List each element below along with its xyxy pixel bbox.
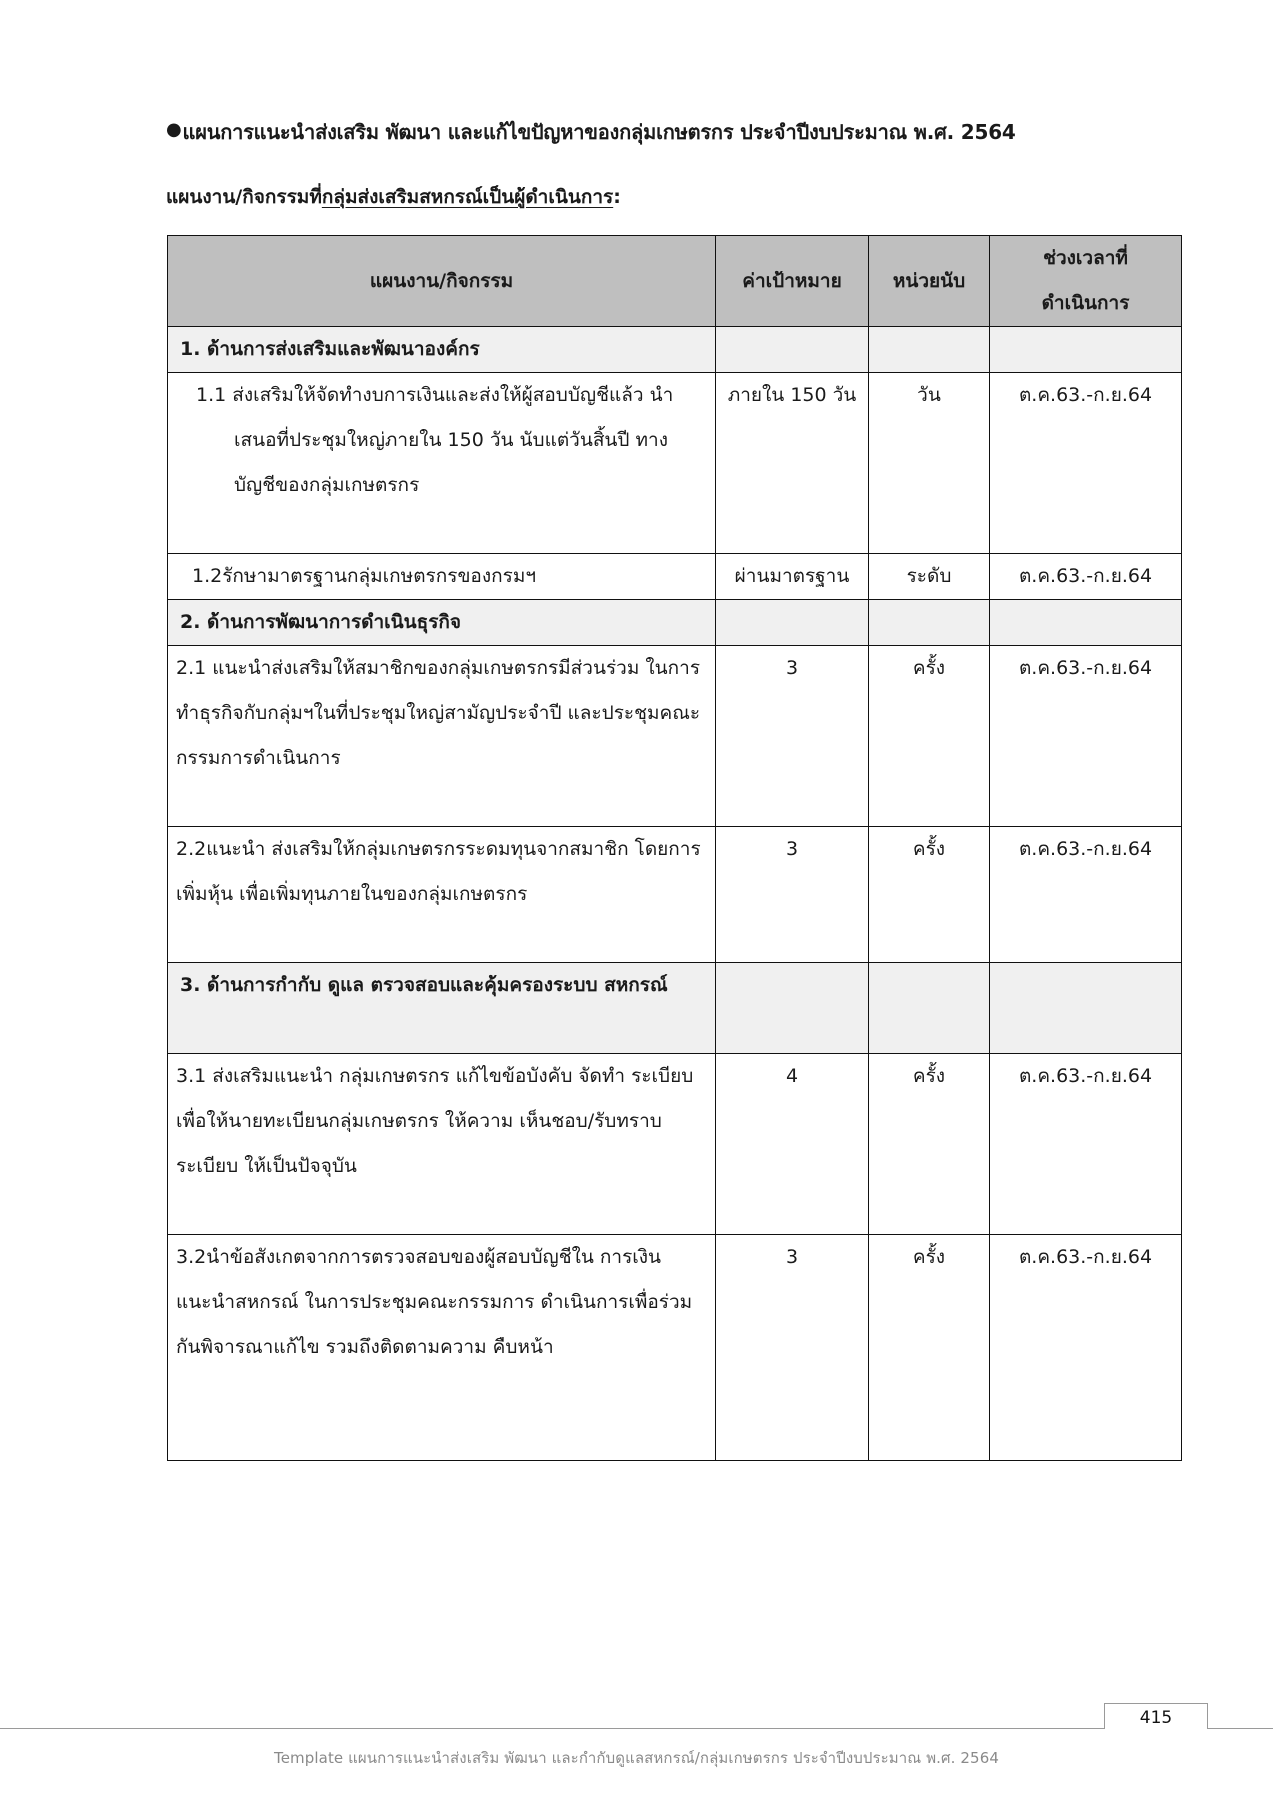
section-row — [168, 327, 1182, 373]
target-cell: 3 — [716, 1235, 869, 1461]
table-header-row — [168, 236, 1182, 327]
unit-cell: ครั้ง — [869, 646, 990, 827]
activity-cell: 1.2รักษามาตรฐานกลุ่มเกษตรกรของกรมฯ — [168, 554, 716, 600]
period-cell: ต.ค.63.-ก.ย.64 — [990, 646, 1182, 827]
period-cell: ต.ค.63.-ก.ย.64 — [990, 554, 1182, 600]
plan-table — [167, 235, 1182, 1461]
activity-cell: 3.2นำข้อสังเกตจากการตรวจสอบของผู้สอบบัญชีใน การเงินแนะนำสหกรณ์ ในการประชุมคณะกรรมการ ดำเนินการเพื่อร่วมกันพิจารณาแก้ไข รวมถึงติดตามความ คืบหน้า — [168, 1235, 716, 1461]
table-row — [168, 646, 1182, 827]
section-row — [168, 963, 1182, 1054]
header-period — [990, 236, 1182, 327]
period-cell: ต.ค.63.-ก.ย.64 — [990, 373, 1182, 554]
unit-cell: ครั้ง — [869, 827, 990, 963]
target-cell: 3 — [716, 827, 869, 963]
bullet-icon: ● — [166, 119, 182, 140]
empty-cell — [869, 327, 990, 373]
target-cell: ผ่านมาตรฐาน — [716, 554, 869, 600]
footer-text: Template แผนการแนะนำส่งเสริม พัฒนา และกำกับดูแลสหกรณ์/กลุ่มเกษตรกร ประจำปีงบประมาณ พ.ศ. 2564 — [274, 1749, 999, 1767]
table-row — [168, 1054, 1182, 1235]
target-cell: 3 — [716, 646, 869, 827]
table-row — [168, 373, 1182, 554]
header-period-line1: ช่วงเวลาที่ — [1043, 247, 1128, 269]
period-cell: ต.ค.63.-ก.ย.64 — [990, 1235, 1182, 1461]
period-cell: ต.ค.63.-ก.ย.64 — [990, 827, 1182, 963]
unit-cell: ครั้ง — [869, 1054, 990, 1235]
header-activity: แผนงาน/กิจกรรม — [168, 236, 716, 327]
activity-cell: 3.1 ส่งเสริมแนะนำ กลุ่มเกษตรกร แก้ไขข้อบังคับ จัดทำ ระเบียบ เพื่อให้นายทะเบียนกลุ่มเกษตรกร ให้ความ เห็นชอบ/รับทราบระเบียบ ให้เป็นปัจจุบัน — [168, 1054, 716, 1235]
header-period-line2: ดำเนินการ — [1041, 292, 1130, 314]
unit-cell: ระดับ — [869, 554, 990, 600]
activity-cell — [168, 373, 716, 554]
document-title-text: แผนการแนะนำส่งเสริม พัฒนา และแก้ไขปัญหาของกลุ่มเกษตรกร ประจำปีงบประมาณ พ.ศ. 2564 — [182, 120, 1016, 144]
unit-cell: ครั้ง — [869, 1235, 990, 1461]
empty-cell — [990, 600, 1182, 646]
subtitle-underlined: กลุ่มส่งเสริมสหกรณ์เป็นผู้ดำเนินการ — [321, 186, 614, 208]
empty-cell — [716, 963, 869, 1054]
unit-cell: วัน — [869, 373, 990, 554]
empty-cell — [716, 327, 869, 373]
target-cell: 4 — [716, 1054, 869, 1235]
empty-cell — [990, 963, 1182, 1054]
table-row — [168, 827, 1182, 963]
subtitle-suffix: : — [613, 186, 621, 208]
section-row — [168, 600, 1182, 646]
header-target: ค่าเป้าหมาย — [716, 236, 869, 327]
document-subtitle — [166, 182, 621, 212]
table-row — [168, 1235, 1182, 1461]
empty-cell — [869, 600, 990, 646]
section-title: 2. ด้านการพัฒนาการดำเนินธุรกิจ — [168, 600, 716, 646]
section-title: 1. ด้านการส่งเสริมและพัฒนาองค์กร — [168, 327, 716, 373]
empty-cell — [716, 600, 869, 646]
period-cell: ต.ค.63.-ก.ย.64 — [990, 1054, 1182, 1235]
header-unit: หน่วยนับ — [869, 236, 990, 327]
empty-cell — [869, 963, 990, 1054]
document-title — [166, 116, 1016, 148]
activity-cell: 2.2แนะนำ ส่งเสริมให้กลุ่มเกษตรกรระดมทุนจากสมาชิก โดยการเพิ่มหุ้น เพื่อเพิ่มทุนภายในของกลุ่มเกษตรกร — [168, 827, 716, 963]
activity-cell: 2.1 แนะนำส่งเสริมให้สมาชิกของกลุ่มเกษตรกรมีส่วนร่วม ในการทำธุรกิจกับกลุ่มฯในที่ประชุมใหญ่สามัญประจำปี และประชุมคณะกรรมการดำเนินการ — [168, 646, 716, 827]
footer-divider — [0, 1728, 1273, 1729]
empty-cell — [990, 327, 1182, 373]
target-cell: ภายใน 150 วัน — [716, 373, 869, 554]
subtitle-prefix: แผนงาน/กิจกรรมที่ — [166, 186, 322, 208]
page-number: 415 — [1104, 1703, 1208, 1729]
activity-text: 1.1 ส่งเสริมให้จัดทำงบการเงินและส่งให้ผู้สอบบัญชีแล้ว นำเสนอที่ประชุมใหญ่ภายใน 150 วัน นับแต่วันสิ้นปี ทางบัญชีของกลุ่มเกษตรกร — [196, 384, 674, 496]
section-title: 3. ด้านการกำกับ ดูแล ตรวจสอบและคุ้มครองระบบ สหกรณ์ — [168, 963, 716, 1054]
table-row — [168, 554, 1182, 600]
